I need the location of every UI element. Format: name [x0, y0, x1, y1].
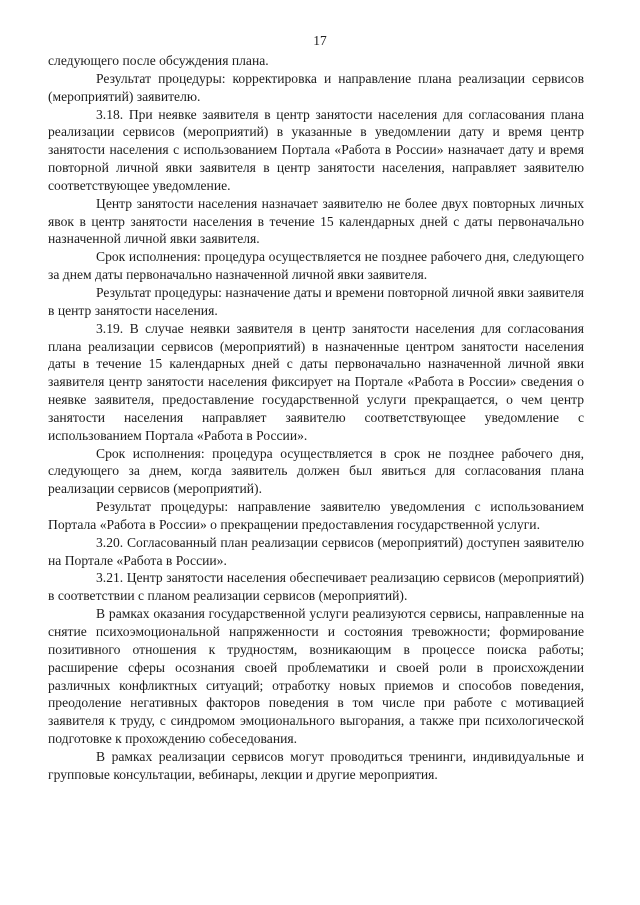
paragraph: Результат процедуры: направление заявителю уведомления с использованием Портала «Работа в России» о прекращении предоставления государственной услуги. [48, 499, 584, 532]
paragraph-section-3-20: 3.20. Согласованный план реализации сервисов (мероприятий) доступен заявителю на Портале «Работа в России». [48, 534, 584, 568]
paragraph-section-3-21: 3.21. Центр занятости населения обеспечивает реализацию сервисов (мероприятий) в соответствии с планом реализации сервисов (мероприятий). [48, 570, 584, 604]
paragraph: Центр занятости населения назначает заявителю не более двух повторных личных явок в центр занятости населения в течение 15 календарных дней с даты первоначально назначенной личной явки заявителя. [48, 195, 584, 247]
page-number: 17 [313, 33, 327, 48]
paragraph-section-3-18: 3.18. При неявке заявителя в центр занятости населения для согласования плана реализации сервисов (мероприятий) в указанные в уведомлении дату и время центр занятости населения с использованием Портала «Работа в России» назначает дату и время повторной личной явки заявителя в центр занятости населения, направляет заявителю соответствующее уведомление. [48, 106, 584, 193]
paragraph: Результат процедуры: корректировка и направление плана реализации сервисов (мероприятий) заявителю. [48, 70, 584, 104]
document-body [48, 52, 584, 784]
paragraph-section-3-19: 3.19. В случае неявки заявителя в центр занятости населения для согласования плана реализации сервисов (мероприятий) в назначенные центром занятости населения даты в течение 15 календарных дней с даты первоначально назначенной личной явки заявителя центр занятости населения фиксирует на Портале «Работа в России» сведения о неявке заявителя, предоставление государственной услуги прекращается, о чем центр занятости населения направляет заявителю соответствующее уведомление с использованием Портала «Работа в России». [48, 320, 584, 443]
paragraph: В рамках оказания государственной услуги реализуются сервисы, направленные на снятие психоэмоциональной напряженности и состояния тревожности; формирование позитивного отношения к трудностям, возникающим в процессе поиска работы; расширение сферы осознания своей проблематики и своей роли в происхождении различных конфликтных ситуаций; отработку новых приемов и способов поведения, преодоление негативных факторов поведения в том числе при работе с мотивацией заявителя к труду, с синдромом эмоционального выгорания, а также при психологической подготовке к прохождению собеседования. [48, 606, 584, 747]
paragraph: следующего после обсуждения плана. [48, 53, 269, 68]
paragraph: Результат процедуры: назначение даты и времени повторной личной явки заявителя в центр занятости населения. [48, 284, 584, 318]
paragraph: Срок исполнения: процедура осуществляется в срок не позднее рабочего дня, следующего за днем, когда заявитель должен был явиться для согласования плана реализации сервисов (мероприятий). [48, 445, 584, 497]
paragraph: В рамках реализации сервисов могут проводиться тренинги, индивидуальные и групповые консультации, вебинары, лекции и другие мероприятия. [48, 748, 584, 782]
paragraph: Срок исполнения: процедура осуществляется не позднее рабочего дня, следующего за днем даты первоначально назначенной личной явки заявителя. [48, 249, 584, 283]
